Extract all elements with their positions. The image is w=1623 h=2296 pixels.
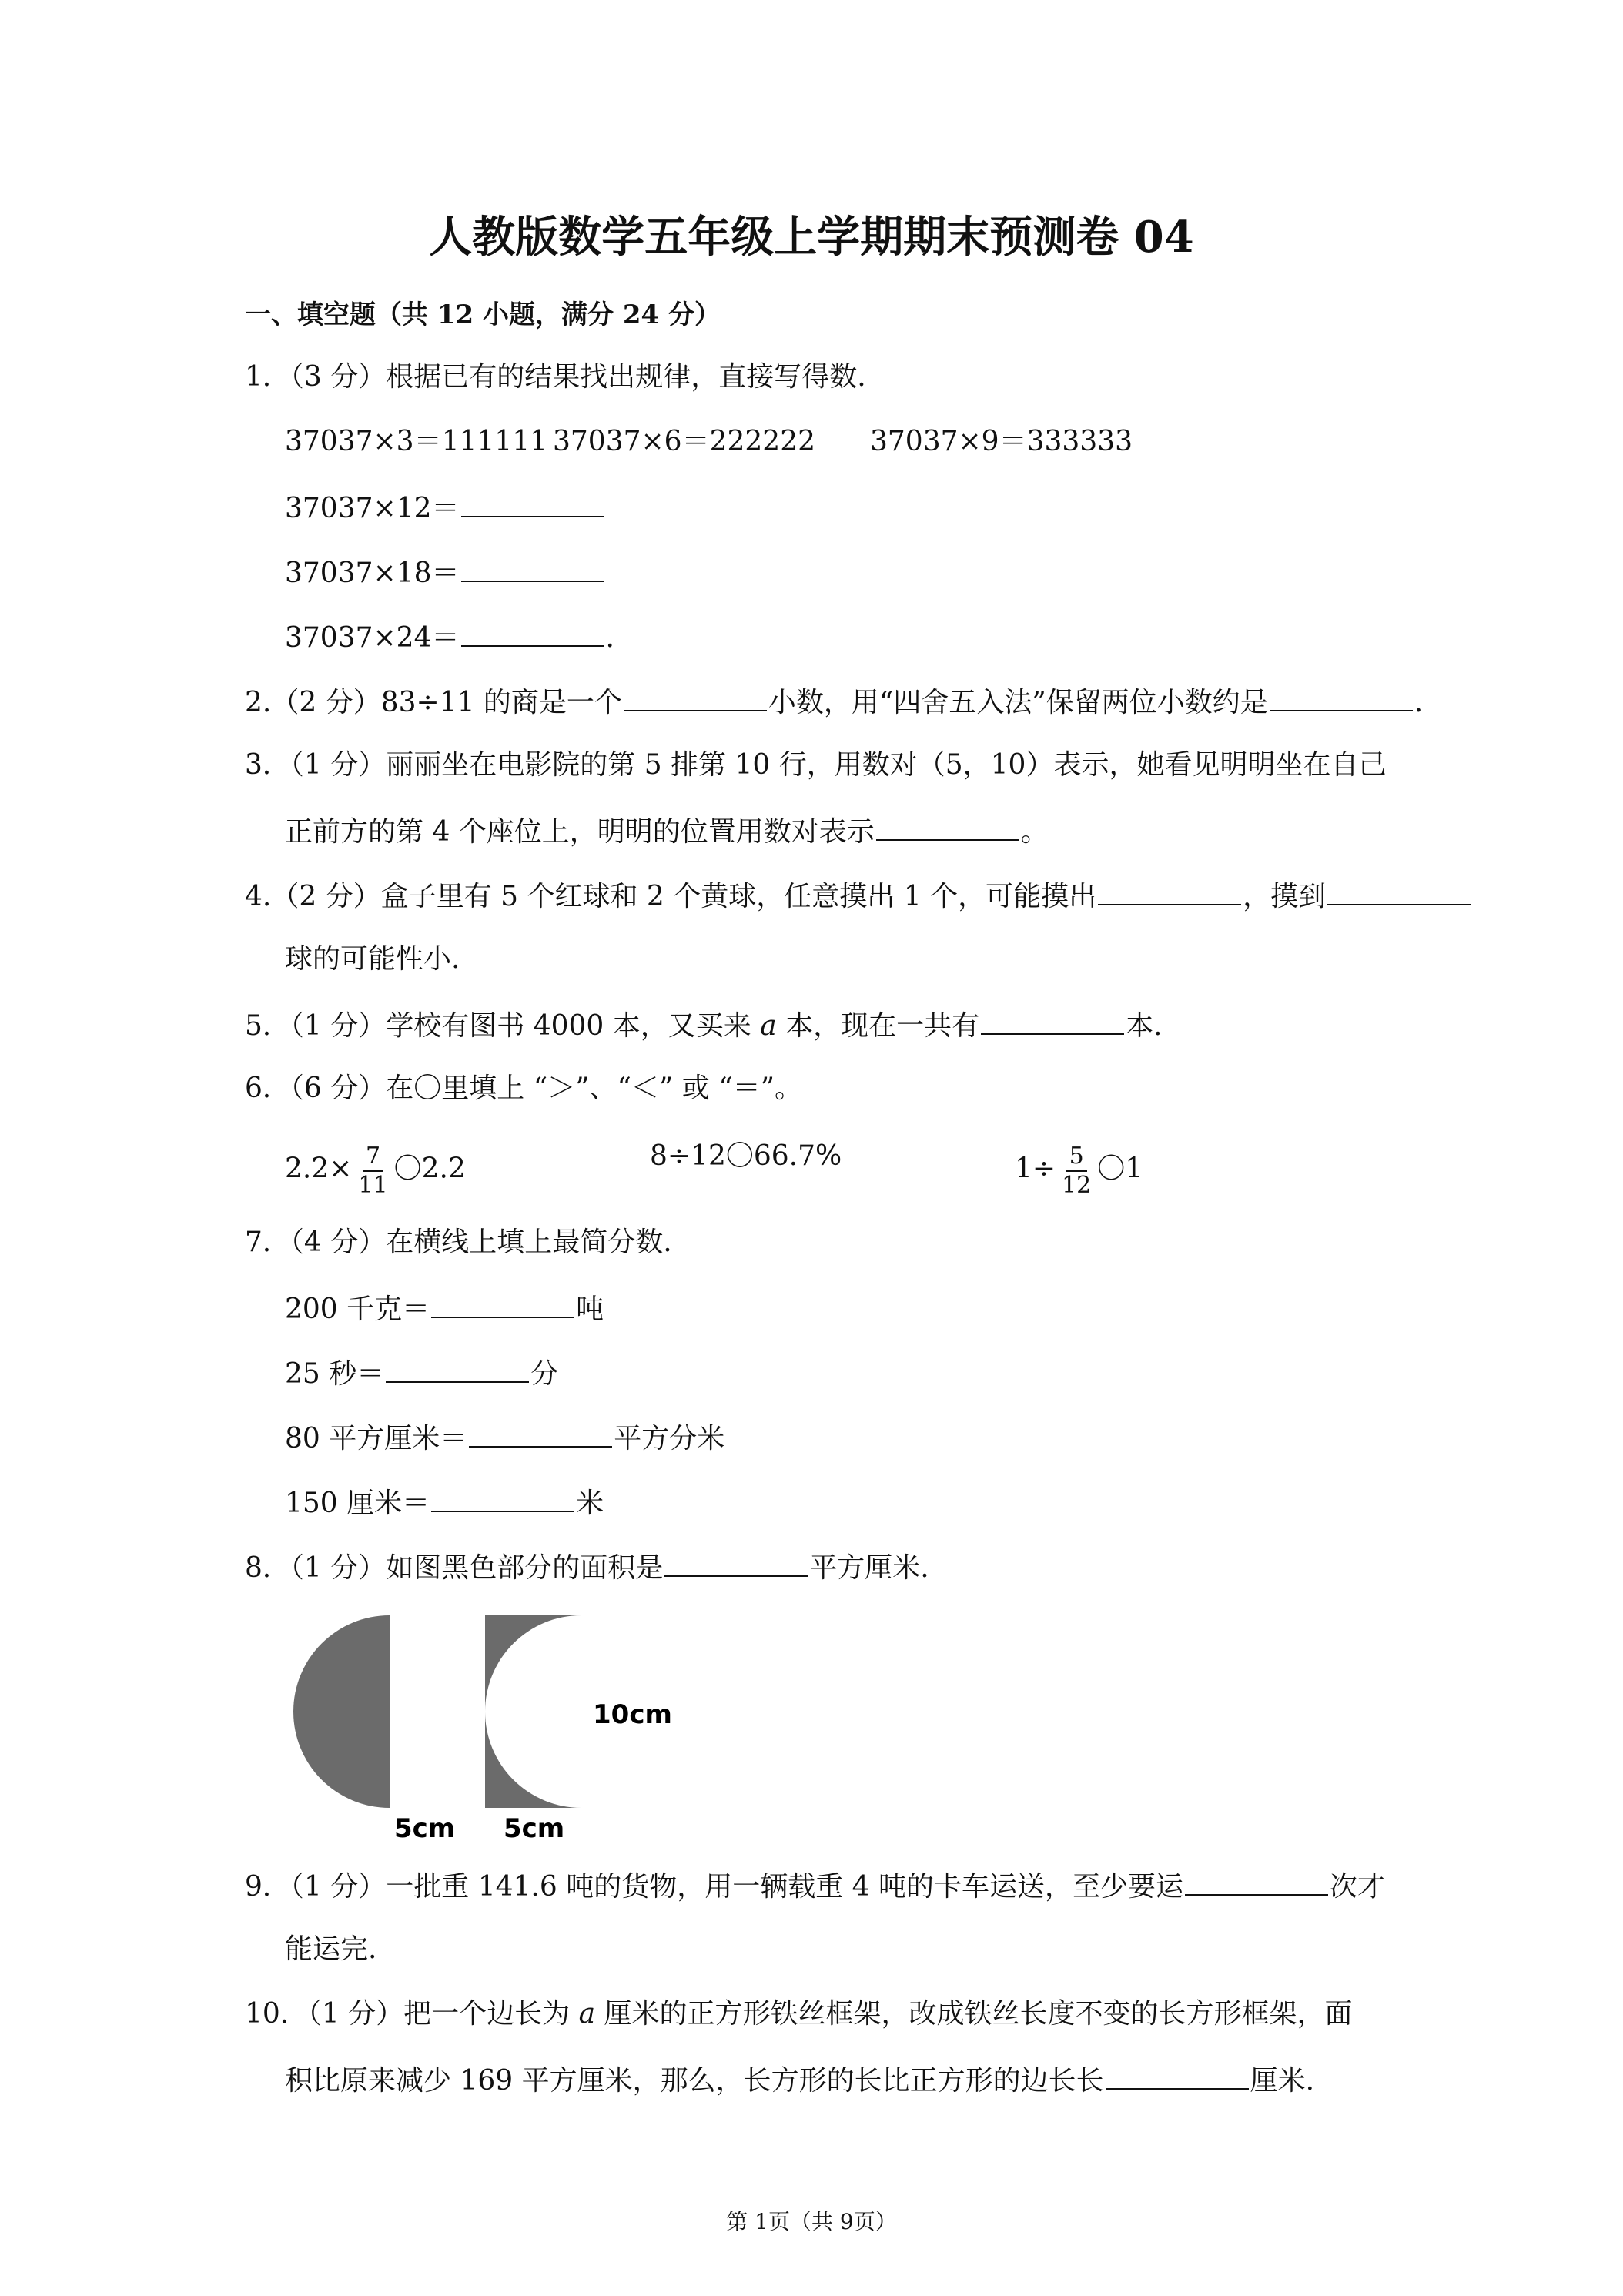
answer-blank[interactable] <box>431 1488 574 1512</box>
q10-text-b2: 厘米. <box>1250 2065 1315 2097</box>
q5-text-a: 5．（1 分）学校有图书 4000 本，又买来 <box>245 1010 761 1042</box>
q6-e1-pre: 2.2× <box>285 1153 353 1185</box>
q7-row-3 <box>285 1423 724 1453</box>
fraction-denominator: 12 <box>1062 1171 1092 1199</box>
q3-line2 <box>285 816 1049 846</box>
q10-line2 <box>285 2065 1314 2095</box>
q9-line2: 能运完. <box>285 1933 377 1965</box>
q7-row-4 <box>285 1488 604 1518</box>
q2-text-a: 2.（2 分）83÷11 的商是一个 <box>245 687 622 718</box>
q6-expr-2: 8÷12〇66.7% <box>650 1140 842 1172</box>
q9-text-a: 9．（1 分）一批重 141.6 吨的货物，用一辆载重 4 吨的卡车运送，至少要运 <box>245 1871 1183 1903</box>
q1-ask-2 <box>285 557 606 587</box>
answer-blank[interactable] <box>461 622 604 647</box>
q5 <box>245 1010 1163 1040</box>
section-heading: 一、填空题（共 12 小题，满分 24 分） <box>245 300 721 330</box>
q1-ask-2-text: 37037×18＝ <box>285 557 460 589</box>
q7-row-right: 分 <box>530 1358 559 1390</box>
q4-line1 <box>245 881 1472 911</box>
q2-text-c: . <box>1414 687 1424 718</box>
fraction <box>1059 1144 1094 1197</box>
answer-blank[interactable] <box>876 816 1019 841</box>
fraction-numerator: 7 <box>363 1144 383 1172</box>
q4-text-b: ，摸到 <box>1243 881 1327 912</box>
answer-blank[interactable] <box>624 687 767 711</box>
q1-ask-1-text: 37037×12＝ <box>285 493 460 524</box>
q6-e3-post: 〇1 <box>1097 1153 1143 1185</box>
answer-blank[interactable] <box>386 1358 529 1383</box>
q1-end: . <box>605 622 614 654</box>
q6-prompt: 6．（6 分）在〇里填上 “＞”、“＜” 或 “＝”。 <box>245 1073 803 1104</box>
q1-ask-1 <box>285 493 606 523</box>
answer-blank[interactable] <box>461 557 604 582</box>
answer-blank[interactable] <box>469 1423 612 1448</box>
q5-text-c: 本. <box>1126 1010 1163 1042</box>
q7-row-right: 米 <box>576 1488 604 1519</box>
fraction <box>355 1144 390 1197</box>
q7-row-left: 25 秒＝ <box>285 1358 385 1390</box>
q7-row-1 <box>285 1294 604 1324</box>
q6-e1-post: 〇2.2 <box>393 1153 466 1185</box>
q9-line1 <box>245 1871 1385 1901</box>
q10-line1 <box>245 2000 1353 2028</box>
q8-text-a: 8．（1 分）如图黑色部分的面积是 <box>245 1552 664 1584</box>
fraction-numerator: 5 <box>1066 1144 1087 1172</box>
q5-text-b: 本，现在一共有 <box>776 1010 980 1042</box>
q10-text-b: 厘米的正方形铁丝框架，改成铁丝长度不变的长方形框架，面 <box>595 1998 1353 2030</box>
label-left-width: 5cm <box>394 1813 456 1844</box>
q10-variable: a <box>578 1998 596 2030</box>
q7-row-left: 80 平方厘米＝ <box>285 1423 468 1454</box>
q8-text-b: 平方厘米. <box>809 1552 929 1584</box>
answer-blank[interactable] <box>981 1010 1124 1035</box>
q2 <box>245 687 1423 717</box>
q8-figure <box>277 1609 693 1848</box>
q7-row-2 <box>285 1358 558 1388</box>
q4-line2: 球的可能性小. <box>285 943 460 975</box>
answer-blank[interactable] <box>1106 2065 1249 2090</box>
q9-text-b: 次才 <box>1330 1871 1386 1903</box>
answer-blank[interactable] <box>1270 687 1413 711</box>
q5-variable: a <box>760 1010 777 1042</box>
q6-e3-pre: 1÷ <box>1015 1153 1056 1185</box>
answer-blank[interactable] <box>431 1294 574 1318</box>
q1-given-1: 37037×3＝111111 <box>285 426 548 457</box>
q1-ask-3 <box>285 622 614 652</box>
left-half-disc <box>293 1615 390 1808</box>
answer-blank[interactable] <box>1098 881 1241 905</box>
answer-blank[interactable] <box>664 1552 808 1577</box>
q7-row-left: 200 千克＝ <box>285 1294 430 1325</box>
q6-expr-3 <box>1015 1144 1143 1197</box>
q8 <box>245 1552 929 1582</box>
page-title: 人教版数学五年级上学期期末预测卷 04 <box>429 212 1194 263</box>
answer-blank[interactable] <box>1327 881 1471 905</box>
q7-row-right: 吨 <box>576 1294 604 1325</box>
q10-text-a2: 积比原来减少 169 平方厘米，那么，长方形的长比正方形的边长长 <box>285 2065 1104 2097</box>
q3-text-a: 正前方的第 4 个座位上，明明的位置用数对表示 <box>285 816 875 848</box>
q1-given-2: 37037×6＝222222 <box>553 426 816 457</box>
q2-text-b: 小数，用“四舍五入法”保留两位小数约是 <box>768 687 1268 718</box>
label-height: 10cm <box>593 1699 672 1730</box>
right-shape-with-cutout <box>485 1615 581 1808</box>
answer-blank[interactable] <box>461 493 604 517</box>
q10-text-a: 10．（1 分）把一个边长为 <box>245 1998 579 2030</box>
q7-row-right: 平方分米 <box>614 1423 725 1454</box>
q1-prompt: 1．（3 分）根据已有的结果找出规律，直接写得数. <box>245 361 866 393</box>
fraction-denominator: 11 <box>358 1171 388 1199</box>
label-right-width: 5cm <box>504 1813 565 1844</box>
q1-ask-3-text: 37037×24＝ <box>285 622 460 654</box>
answer-blank[interactable] <box>1185 1871 1328 1896</box>
q3-text-b: 。 <box>1020 816 1049 848</box>
page-footer: 第 1页（共 9页） <box>726 2209 897 2234</box>
q1-given-3: 37037×9＝333333 <box>870 426 1133 457</box>
q4-text-a: 4.（2 分）盒子里有 5 个红球和 2 个黄球，任意摸出 1 个，可能摸出 <box>245 881 1097 912</box>
q3-line1: 3．（1 分）丽丽坐在电影院的第 5 排第 10 行，用数对（5，10）表示，她看见明明坐在自己 <box>245 749 1387 781</box>
q7-row-left: 150 厘米＝ <box>285 1488 430 1519</box>
q6-expr-1 <box>285 1144 466 1197</box>
q7-prompt: 7．（4 分）在横线上填上最简分数. <box>245 1227 672 1258</box>
